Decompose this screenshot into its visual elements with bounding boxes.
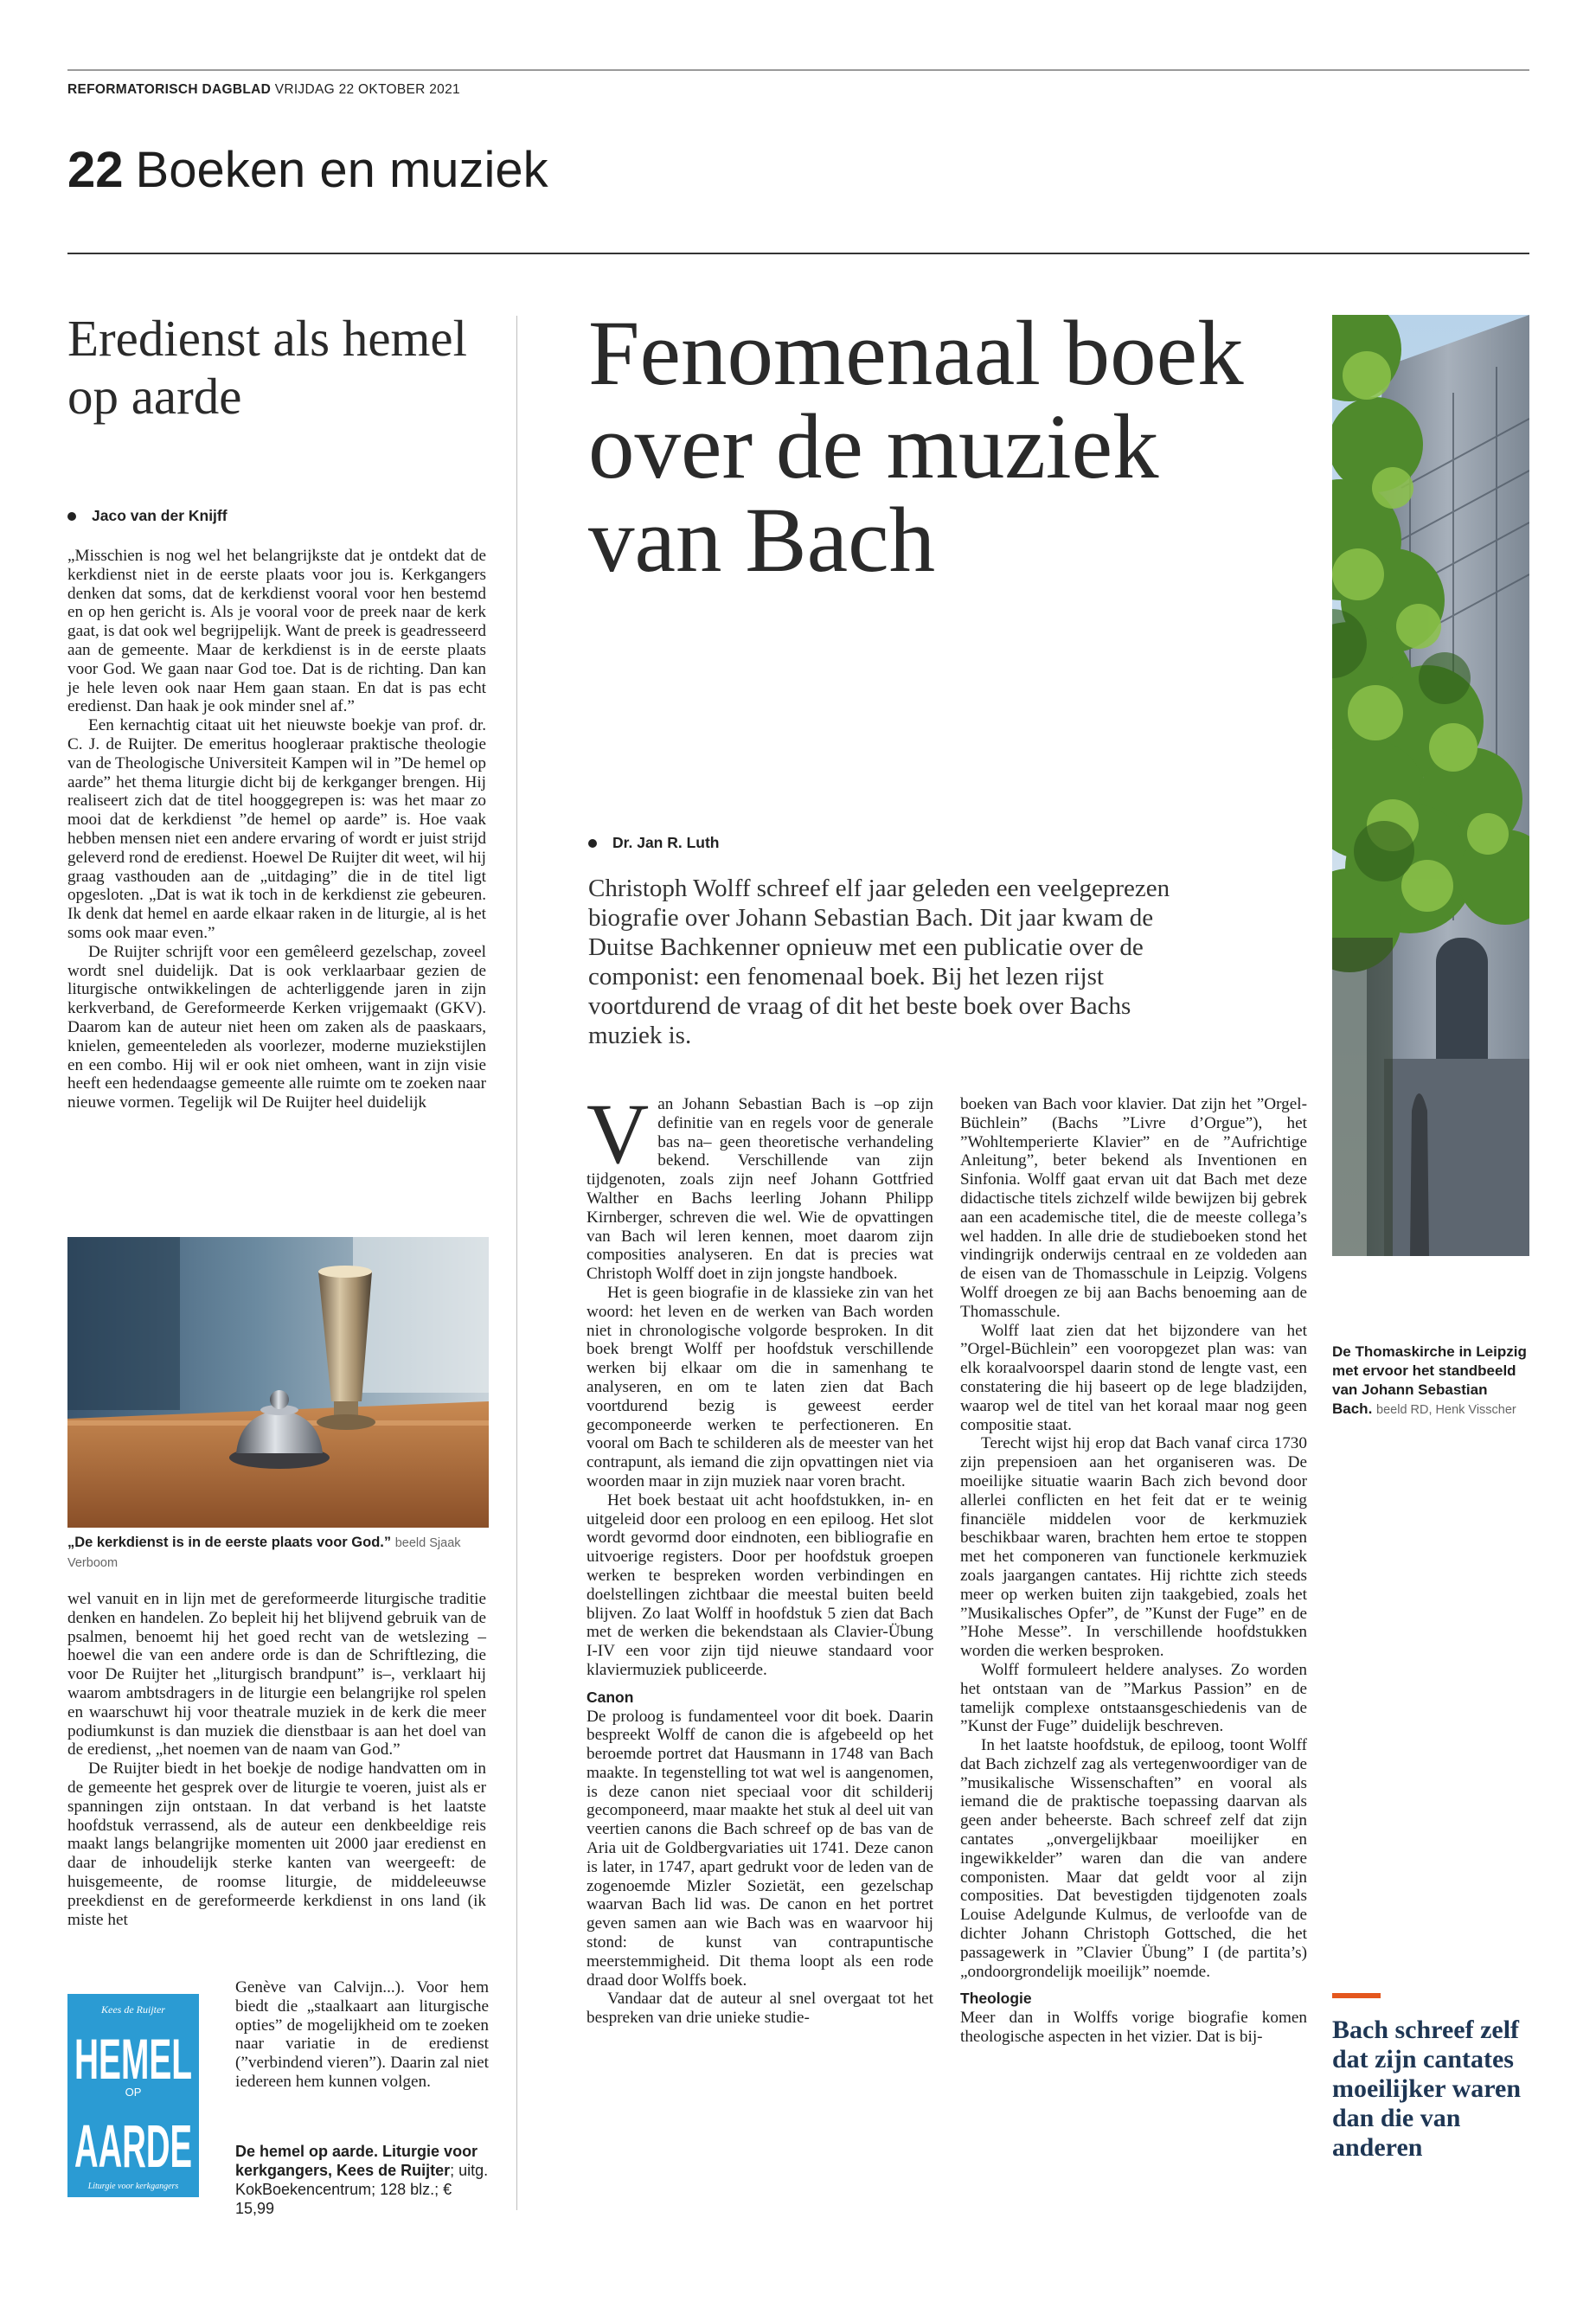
paragraph: In het laatste hoofdstuk, de epiloog, toont Wolff dat Bach zichzelf zag als vertegenwoordiger van de ”musikalische Wissenschaften” en vooral als iemand die de praktische toepassing daarvan als geen ander beheerste. Bach schreef zelf dat zijn cantates „onvergelijkbaar moeilijker en ingewikkelder” waren dan die van andere componisten. Maar dat geldt voor al zijn composities. Dat bevestigden tijdgenoten zoals Louise Adelgunde Kulmus, de verloofde van de dichter Johann Christoph Gottsched, die het passagewerk in ”Clavier Übung” I (de partita’s) „ondoorgrondelijk moeilijk” noemde. xyxy=(960,1736,1307,1981)
paragraph: Vandaar dat de auteur al snel overgaat tot het bespreken van drie unieke studie- xyxy=(586,1990,933,2028)
paragraph: Genève van Calvijn...). Voor hem biedt die „staalkaart aan liturgische opties” de mogelijkheid om te zoeken naar variatie in de eredienst (”verbindend vieren”). Daarin zal niet iedereen hem kunnen volgen. xyxy=(235,1978,489,2091)
main-article-column-1 xyxy=(586,1086,933,2028)
left-article-body-part3 xyxy=(235,1978,489,2092)
byline-author: Dr. Jan R. Luth xyxy=(612,834,720,851)
main-article-column-2 xyxy=(960,1095,1307,2047)
paragraph: Het is geen biografie in de klassieke zin van het woord: het leven en de werken van Bach worden niet in chronologische volgorde besproken. In dit boek brengt Wolff per hoofdstuk verschillende werken bij elkaar om die in samenhang te analyseren, en om te laten zien dat Bach voortdurend bezig is geweest eerder gecomponeerde werken te perfectioneren. En vooral om Bach te schilderen als de meester van het contrapunt, als iemand die zijn opvattingen niet via woorden maar in zijn muziek naar voren bracht. xyxy=(586,1283,933,1490)
paragraph: Wolff laat zien dat het bijzondere van het ”Orgel-Büchlein” een vooropgezet plan was: van elk koraalvoorspel daarin stond de lengte vast, een constatering die hij baseert op de lege bladzijden, waarop wel de titel van het koraal maar nog geen compositie staat. xyxy=(960,1321,1307,1434)
book-cover-title-1: HEMEL xyxy=(74,2027,192,2091)
book-cover-title-small: OP xyxy=(125,2086,142,2099)
photo-credit: beeld RD, Henk Visscher xyxy=(1376,1403,1516,1417)
paragraph: Het boek bestaat uit acht hoofdstukken, in- en uitgeleid door een proloog en een epiloog. Het slot wordt gevormd door eindnoten, een bibliografie en uitvoerige registers. Door per hoofdstuk groepen werken te bespreken worden verbindingen en doelstellingen zichtbaar die meestal buiten beeld blijven. Zo laat Wolff in hoofdstuk 5 zien dat Bach met de werken die bekendstaan als Clavier-Übung I-IV een voor zijn tijd nieuwe standaard voor klaviermuziek publiceerde. xyxy=(586,1490,933,1679)
book-cover-subtitle: Liturgie voor kerkgangers xyxy=(87,2182,179,2191)
byline-bullet-icon xyxy=(67,512,76,521)
drop-cap: V xyxy=(586,1086,650,1182)
chalice-photo-caption xyxy=(67,1533,486,1573)
pull-quote-accent-bar xyxy=(1332,1993,1381,1998)
caption-text: „De kerkdienst is in de eerste plaats voor God.” xyxy=(67,1535,392,1550)
paragraph: Een kernachtig citaat uit het nieuwste boekje van prof. dr. C. J. de Ruijter. De emeritus hoogleraar praktische theologie van de Theologische Universiteit Kampen wil in ”De hemel op aarde” het thema liturgie dicht bij de kerkganger brengen. Hij realiseert zich dat de titel hooggegrepen is: was het maar zo mooi dat de kerkdienst ”de hemel op aarde” is. Hoe vaak hebben mensen niet een andere ervaring of wordt er juist strijd geleverd rond de eredienst. Hoewel De Ruijter dit weet, wil hij graag vasthouden aan de „uitdaging” die in de titel ligt opgesloten. „Dat is wat ik toch in de kerkdienst zie gebeuren. Ik denk dat hemel en aarde elkaar raken in de liturgie, al is het soms ook maar even.” xyxy=(67,716,486,942)
thomaskirche-photo xyxy=(1332,315,1529,1256)
paragraph: Meer dan in Wolffs vorige biografie komen theologische aspecten in het vizier. Dat is bij- xyxy=(960,2009,1307,2047)
top-rule xyxy=(67,69,1529,71)
section-name: Boeken en muziek xyxy=(135,142,548,198)
book-details: ; uitg. KokBoekencentrum; 128 blz.; € 15,99 xyxy=(235,2162,489,2217)
paragraph: Terecht wijst hij erop dat Bach vanaf circa 1730 zijn prepensioen aan het organiseren was. De moeilijke situatie waarin Bach zich bevond door allerlei conflicten en het feit dat er te weinig financiële middelen voor de kerkmuziek beschikbaar waren, brachten hem ertoe te stoppen met het componeren van functionele kerkmuziek zoals jaargangen cantates. Hij richtte zich steeds meer op werken buiten zijn taakgebied, zoals het ”Musikalisches Opfer”, de ”Kunst der Fuge” en de ”Hohe Messe”. In verschillende hoofdstukken worden die werken besproken. xyxy=(960,1434,1307,1661)
section-rule xyxy=(67,253,1529,254)
paragraph: De Ruijter schrijft voor een gemêleerd gezelschap, zoveel wordt snel duidelijk. Dat is ook verklaarbaar gezien de liturgische ontwikkelingen de achterliggende jaren in zijn kerkverband, de Gereformeerde Kerken vrijgemaakt (GKV). Daarom kan de auteur niet heen om zaken als de paaskaars, knielen, gemeenteleden als voorlezer, moderne muziekstijlen en een combo. Hij wil er ook niet omheen, want in zijn visie heeft een hedendaagse gemeente alle ruimte om te zoeken naar nieuwe vormen. Tegelijk wil De Ruijter heel duidelijk xyxy=(67,942,486,1112)
main-article-byline xyxy=(588,834,719,852)
left-article-byline xyxy=(67,507,228,525)
section-header xyxy=(67,142,548,198)
issue-date: VRIJDAG 22 OKTOBER 2021 xyxy=(274,82,460,97)
photo-credit: beeld Sjaak Verboom xyxy=(67,1536,461,1570)
left-article-body-part2 xyxy=(67,1590,486,1929)
masthead xyxy=(67,82,460,98)
book-cover-author: Kees de Ruijter xyxy=(101,2003,165,2016)
paragraph: „Misschien is nog wel het belangrijkste dat je ontdekt dat de kerkdienst niet in de eerste plaats voor jou is. Kerkgangers denken dat soms, dat de kerkdienst vooral voor hen bestemd en op hen gericht is. Als je vooral voor de preek naar de kerk gaat, is dat ook wel begrijpelijk. Want de preek is geadresseerd aan de gemeente. Maar de kerkdienst is in de eerste plaats voor God. We gaan naar God toe. Dat is de richting. Dan kan je hele leven ook naar Hem gaan staan. En dat is pas echt eredienst. Dan haak je ook minder snel af.” xyxy=(67,547,486,716)
chalice-photo xyxy=(67,1237,489,1528)
byline-author: Jaco van der Knijff xyxy=(92,507,228,524)
paragraph: Wolff formuleert heldere analyses. Zo worden het ontstaan van de ”Markus Passion” en de tamelijk complexe ontstaansgeschiedenis van de ”Kunst der Fuge” duidelijk beschreven. xyxy=(960,1660,1307,1736)
page-number: 22 xyxy=(67,142,124,198)
book-cover-title-2: AARDE xyxy=(74,2112,192,2180)
book-cover-image xyxy=(67,1994,199,2197)
book-info xyxy=(235,2142,489,2218)
paragraph xyxy=(586,1086,933,1284)
paragraph: De Ruijter biedt in het boekje de nodige handvatten om in de gemeente het gesprek over de liturgie te voeren, juist als er spanningen zijn ontstaan. In dat verband is het laatste hoofdstuk verrassend, als de auteur een denkbeeldige reis maakt langs belangrijke momenten uit 2000 jaar eredienst en daar de inhoudelijk sterke kanten van weergeeft: de huisgemeente, de roomse liturgie, de middeleeuwse preekdienst en de gereformeerde kerkdienst in ons land (ik miste het xyxy=(67,1759,486,1929)
column-divider xyxy=(516,316,517,2210)
main-article-lead: Christoph Wolff schreef elf jaar geleden een veelgeprezen biografie over Johann Sebastian Bach. Dit jaar kwam de Duitse Bachkenner opnieuw met een publicatie over de componist: een fenomenaal boek. Bij het lezen rijst voortdurend de vraag of dit het beste boek over Bachs muziek is. xyxy=(588,875,1170,1049)
paragraph-text: an Johann Sebastian Bach is –op zijn definitie van en regels voor de generale bas na– geen theoretische verhandeling bekend. Verschillende van zijn tijdgenoten, zoals zijn neef Johann Gottfried Walther en Bachs leerling Johann Philipp Kirnberger, schreven die wel. Wie de opvattingen van Bach wil leren kennen, moet daarom zijn composities analyseren. En dat is precies wat Christoph Wolff doet in zijn jongste handboek. xyxy=(586,1095,933,1284)
thomaskirche-photo-caption xyxy=(1332,1343,1529,1420)
main-article-headline: Fenomenaal boek over de muziek van Bach xyxy=(588,303,1244,592)
byline-bullet-icon xyxy=(588,839,597,848)
paragraph: wel vanuit en in lijn met de gereformeerde liturgische traditie denken en handelen. Zo bepleit hij het blijvend gebruik van de psalmen, benoemt hij het goed recht van de wetslezing –hoewel die van een andere orde is dan de Schriftlezing, die voor De Ruijter het „liturgisch brandpunt” is–, verklaart hij waarom ambtsdragers in de liturgie een belangrijke rol spelen en waarschuwt hij voor theatrale muziek in de kerk die meer podiumkunst is dan muziek die dienstbaar is aan het doel van de eredienst, „het noemen van de naam van God.” xyxy=(67,1590,486,1759)
caption-text: De Thomaskirche in Leipzig met ervoor het standbeeld van Johann Sebastian Bach. xyxy=(1332,1343,1527,1417)
paper-name: REFORMATORISCH DAGBLAD xyxy=(67,82,272,97)
left-article-headline: Eredienst als hemel op aarde xyxy=(67,310,468,425)
subheading-canon: Canon xyxy=(586,1688,634,1706)
book-title: De hemel op aarde. Liturgie voor kerkgangers, Kees de Ruijter xyxy=(235,2143,478,2179)
paragraph: boeken van Bach voor klavier. Dat zijn het ”Orgel-Büchlein” (Bachs ”Livre d’Orgue”), het ”Wohltemperierte Klavier” en de ”Aufrichtige Anleitung”, beter bekend als Inventionen en Sinfonia. Wolff gaat ervan uit dat Bach met deze didactische titels zichzelf wilde bewijzen bij gebrek aan een academische titel, die de meeste collega’s wel hadden. In alle drie de studieboeken stond het vindingrijk onderwijs centraal en ze voldeden aan de eisen van de Thomasschule in Leipzig. Volgens Wolff droegen ze bij aan Bachs benoeming aan de Thomasschule. xyxy=(960,1095,1307,1321)
left-article-body-part1 xyxy=(67,547,486,1112)
pull-quote: Bach schreef zelf dat zijn cantates moeilijker waren dan die van anderen xyxy=(1332,2016,1522,2162)
subheading-theologie: Theologie xyxy=(960,1990,1032,2008)
paragraph: De proloog is fundamenteel voor dit boek. Daarin bespreekt Wolff de canon die is afgebeeld op het beroemde portret dat Hausmann in 1748 van Bach maakte. In tegenstelling tot wat wel is aangenomen, is deze canon niet speciaal voor dit schilderij gecomponeerd, maar maakte het stuk al deel uit van veertien canons die Bach schreef op de bas van de Aria uit de Goldbergvariaties uit 1741. Deze canon is later, in 1747, apart gedrukt voor de leden van de zogenoemde Mizler Sozietät, een gezelschap waarvan Bach lid was. De canon en het portret geven samen aan wie Bach was en waarvoor hij stond: de kunst van contrapuntische meerstemmigheid. Dit thema loopt als een rode draad door Wolffs boek. xyxy=(586,1707,933,1990)
